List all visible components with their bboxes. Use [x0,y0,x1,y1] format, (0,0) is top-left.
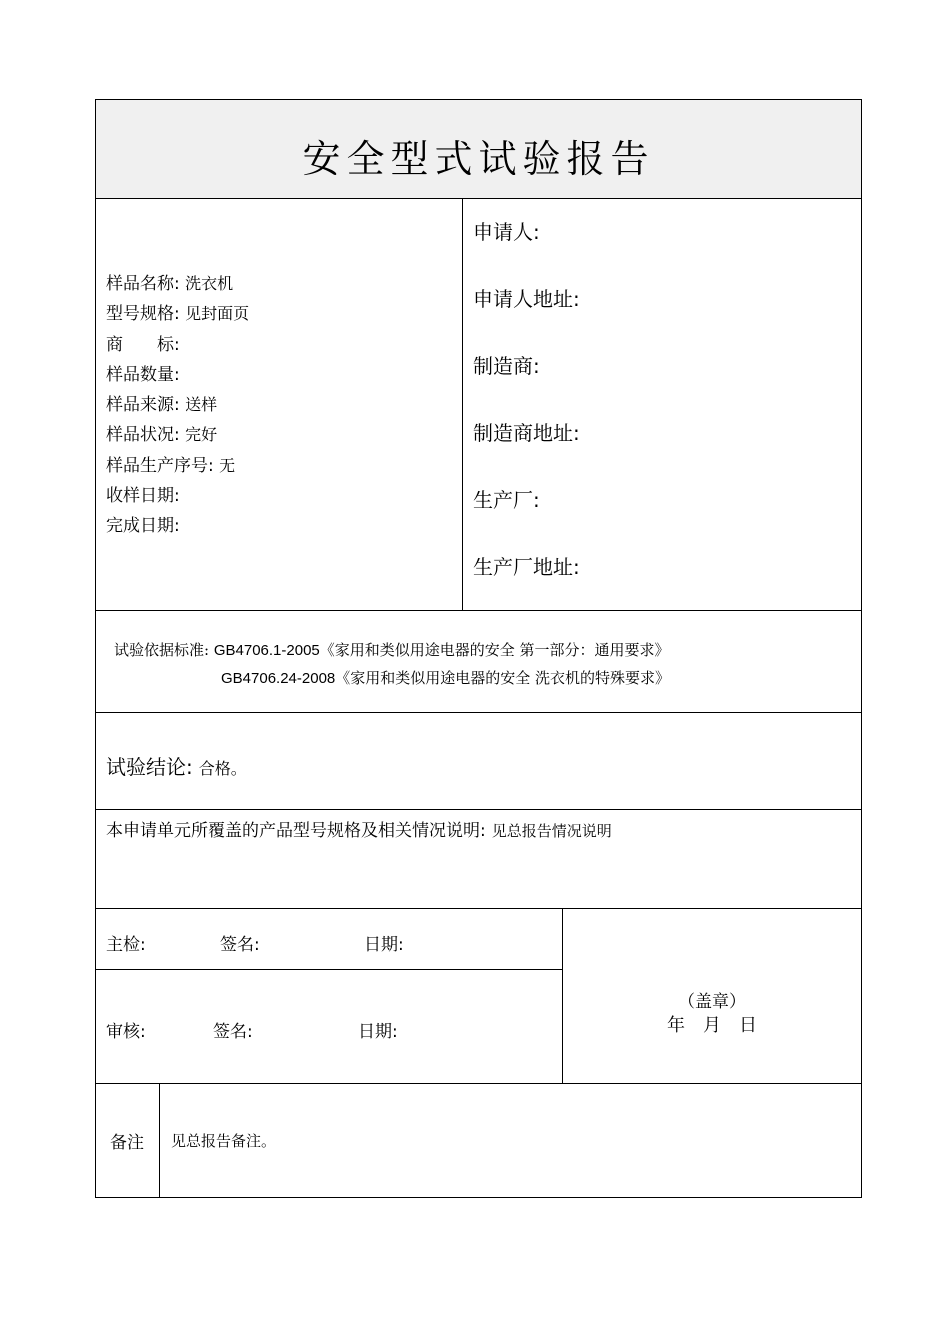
field-label: 样品来源: [106,395,180,416]
inspector-role: 主检: [106,935,146,955]
scope-label: 本申请单元所覆盖的产品型号规格及相关情况说明: [106,821,486,841]
factory-address-label: 生产厂地址: [473,555,580,579]
remark-label: 备注 [110,1133,144,1153]
standard-code: GB4706.1-2005 [213,642,320,659]
standard-name: 《家用和类似用途电器的安全 第一部分：通用要求》 [319,641,670,659]
inspector-date-label: 日期: [364,935,404,955]
standards-row [96,611,861,713]
signature-divider [96,969,562,970]
stamp-date [563,1011,861,1037]
field-label: 收样日期: [106,486,180,507]
sample-info-item [106,330,249,360]
field-value: 送样 [185,395,218,415]
stamp-label: （盖章） [678,992,746,1012]
applicant-info-panel [463,199,861,610]
sample-info-item [106,451,249,481]
standard-code: GB4706.24-2008 [221,670,336,687]
report-form [95,99,862,1198]
manufacturer-label: 制造商: [473,354,540,378]
field-label: 样品生产序号: [106,455,214,476]
standard-name: 《家用和类似用途电器的安全 洗衣机的特殊要求》 [335,669,671,687]
field-value: 见封面页 [185,304,250,324]
conclusion-label: 试验结论: [106,755,193,779]
remark-label-cell [96,1084,160,1197]
applicant-address-label: 申请人地址: [473,287,580,311]
field-value: 无 [219,455,236,475]
field-label: 样品名称: [106,274,180,294]
sample-info-item [106,511,249,541]
sample-info-item [106,360,249,390]
sample-info-item [106,269,249,299]
sample-info-list [106,269,249,542]
sample-info-item [106,420,249,450]
sample-info-panel [96,199,463,610]
standard-line-2 [221,667,670,688]
remark-value: 见总报告备注。 [171,1132,277,1150]
conclusion [106,751,247,780]
stamp-year: 年 [667,1015,685,1036]
manufacturer-address-label: 制造商地址: [473,421,580,445]
scope-value: 见总报告情况说明 [491,822,612,840]
conclusion-value: 合格。 [198,759,247,778]
stamp-area [563,909,861,1083]
stamp-day: 日 [739,1015,757,1036]
title-row [96,100,861,199]
field-label: 完成日期: [106,516,180,537]
applicant-label: 申请人: [473,220,540,244]
field-label: 商 标: [106,334,180,355]
signature-row [96,909,861,1084]
stamp-month: 月 [703,1015,721,1036]
conclusion-row [96,713,861,810]
signature-panel [96,909,563,1083]
field-label: 样品状况: [106,425,180,446]
sample-info-item [106,481,249,511]
reviewer-sign-label: 签名: [213,1022,253,1042]
factory-label: 生产厂: [473,488,540,512]
info-row [96,199,861,611]
reviewer-role: 审核: [106,1022,146,1042]
reviewer-date-label: 日期: [358,1022,398,1042]
standards-label: 试验依据标准: [114,641,210,659]
inspector-sign-label: 签名: [220,935,260,955]
standard-line-1 [114,639,670,660]
sample-info-item [106,299,249,329]
field-label: 样品数量: [106,364,180,385]
remark-row [96,1084,861,1197]
report-title: 安全型式试验报告 [302,137,655,181]
field-value: 完好 [185,425,218,445]
field-value: 洗衣机 [185,274,234,293]
field-label: 型号规格: [106,304,180,325]
scope [106,816,612,841]
sample-info-item [106,390,249,420]
scope-row [96,810,861,909]
